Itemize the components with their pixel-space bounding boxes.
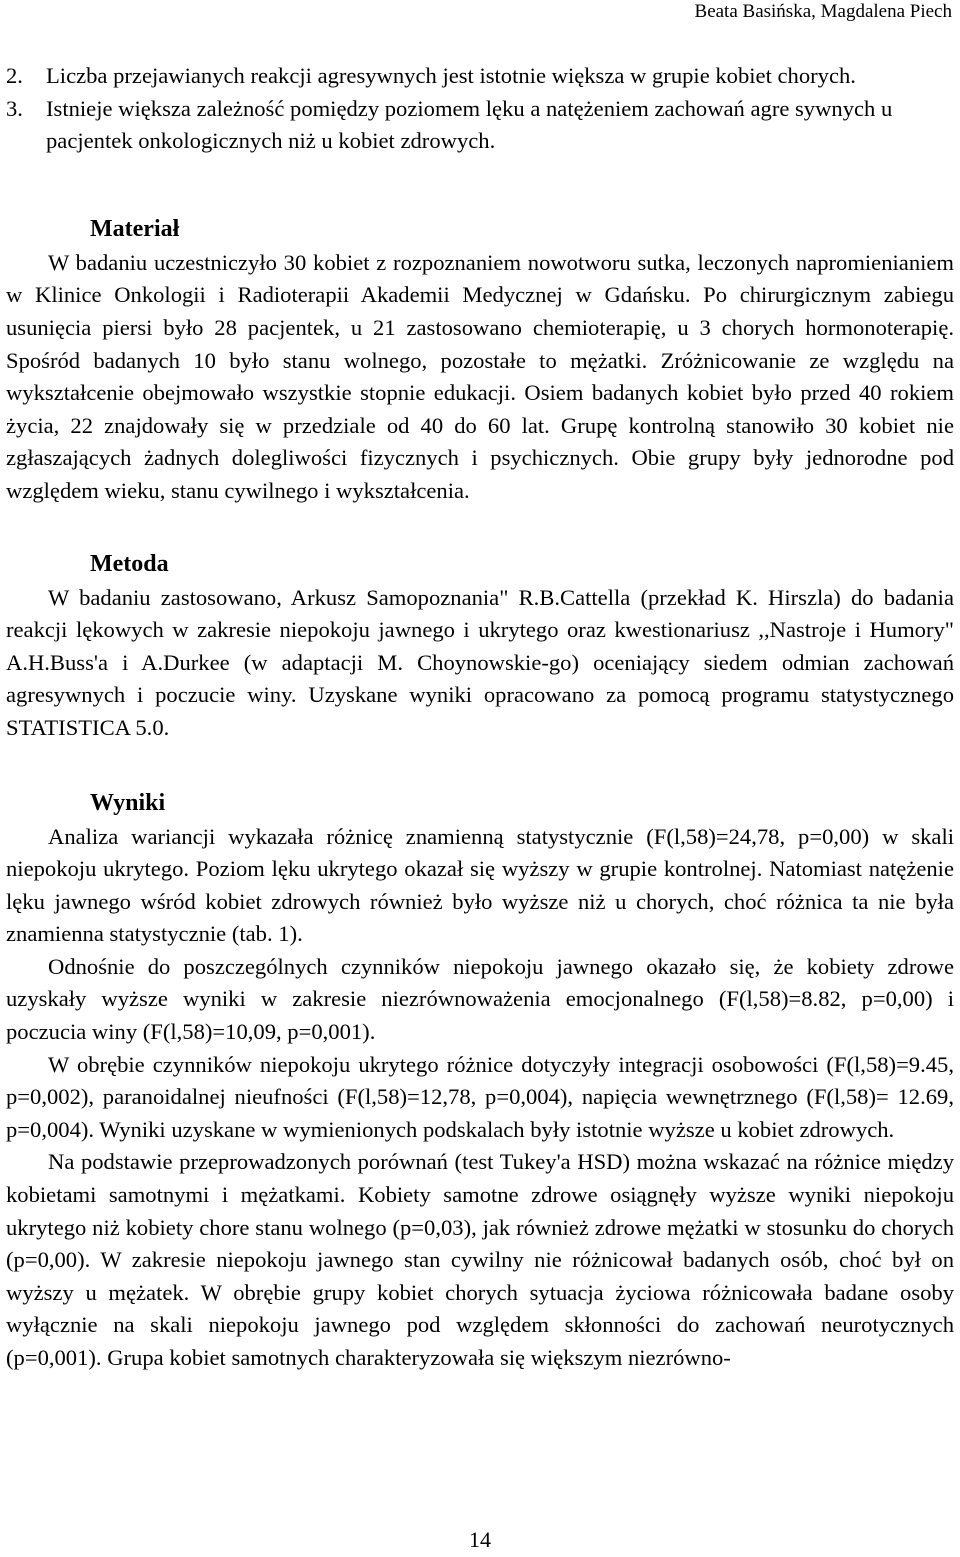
hypothesis-item-3 [6,93,954,158]
section-title-wyniki: Wyniki [90,789,166,816]
hypothesis-number: 2. [6,63,23,88]
hypothesis-text: Liczba przejawianych reakcji agresywnych jest istotnie większa w grupie kobiet chorych. [46,63,856,88]
hypothesis-text: Istnieje większa zależność pomiędzy poziomem lęku a natężeniem zachowań agre sywnych u pacjentek onkologicznych niż u kobiet zdrowych. [46,95,893,154]
page-content [6,60,954,1375]
hypothesis-number: 3. [6,95,23,121]
section-title-metoda: Metoda [90,550,169,577]
wyniki-paragraph-1: Analiza wariancji wykazała różnicę znamienną statystycznie (F(l,58)=24,78, p=0,00) w skali niepokoju ukrytego. Poziom lęku ukrytego okazał się wyższy w grupie kontrolnej. Natomiast natężenie lęku jawnego wśród kobiet zdrowych również było wyższe niż u chorych, choć różnica ta nie była znamienna statystycznie (tab. 1). [6,823,954,947]
material-paragraph: W badaniu uczestniczyło 30 kobiet z rozpoznaniem nowotworu sutka, leczonych napromienianiem w Klinice Onkologii i Radioterapii Akademii Medycznej w Gdańsku. Po chirurgicznym zabiegu usunięcia piersi było 28 pacjentek, u 21 zastosowano chemioterapię, u 3 chorych hormonoterapię. Spośród badanych 10 było stanu wolnego, pozostałe to mężatki. Zróżnicowanie ze względu na wykształcenie obejmowało wszystkie stopnie edukacji. Osiem badanych kobiet było przed 40 rokiem życia, 22 znajdowały się w przedziale od 40 do 60 lat. Grupę kontrolną stanowiło 30 kobiet nie zgłaszających żadnych dolegliwości fizycznych i psychicznych. Obie grupy były jednorodne pod względem wieku, stanu cywilnego i wykształcenia. [6,249,954,503]
wyniki-paragraph-4: Na podstawie przeprowadzonych porównań (test Tukey'a HSD) można wskazać na różnice między kobietami samotnymi i mężatkami. Kobiety samotne zdrowe osiągnęły wyższe wyniki niepokoju ukrytego niż kobiety chore stanu wolnego (p=0,03), jak również zdrowe mężatki w stosunku do chorych (p=0,00). W zakresie niepokoju jawnego stan cywilny nie różnicował badanych osób, choć był on wyższy u mężatek. W obrębie grupy kobiet chorych sytuacja życiowa różnicowała badane osoby wyłącznie na skali niepokoju jawnego pod względem skłonności do zachowań neurotycznych (p=0,001). Grupa kobiet samotnych charakteryzowała się większym niezrówno- [6,1149,954,1370]
metoda-paragraph: W badaniu zastosowano, Arkusz Samopoznania" R.B.Cattella (przekład K. Hirszla) do badania reakcji lękowych w zakresie niepokoju jawnego i ukrytego oraz kwestionariusz ,,Nastroje i Humory" A.H.Buss'a i A.Durkee (w adaptacji M. Choynowskie-go) oceniający siedem odmian zachowań agresywnych i poczucie winy. Uzyskane wyniki opracowano za pomocą programu statystycznego STATISTICA 5.0. [6,584,954,740]
running-header-authors: Beata Basińska, Magdalena Piech [694,1,952,22]
wyniki-paragraph-2: Odnośnie do poszczególnych czynników niepokoju jawnego okazało się, że kobiety zdrowe uzyskały wyższe wyniki w zakresie niezrównoważenia emocjonalnego (F(l,58)=8.82, p=0,00) i poczucia winy (F(l,58)=10,09, p=0,001). [6,953,954,1045]
section-title-material: Materiał [90,215,180,242]
page-number: 14 [469,1527,491,1552]
hypothesis-item-2 [6,60,954,93]
wyniki-paragraph-3: W obrębie czynników niepokoju ukrytego różnice dotyczyły integracji osobowości (F(l,58)=9.45, p=0,002), paranoidalnej nieufności (F(l,58)=12,78, p=0,004), napięcia wewnętrznego (F(l,58)= 12.69, p=0,004). Wyniki uzyskane w wymienionych podskalach były istotnie wyższe u kobiet zdrowych. [6,1051,954,1142]
